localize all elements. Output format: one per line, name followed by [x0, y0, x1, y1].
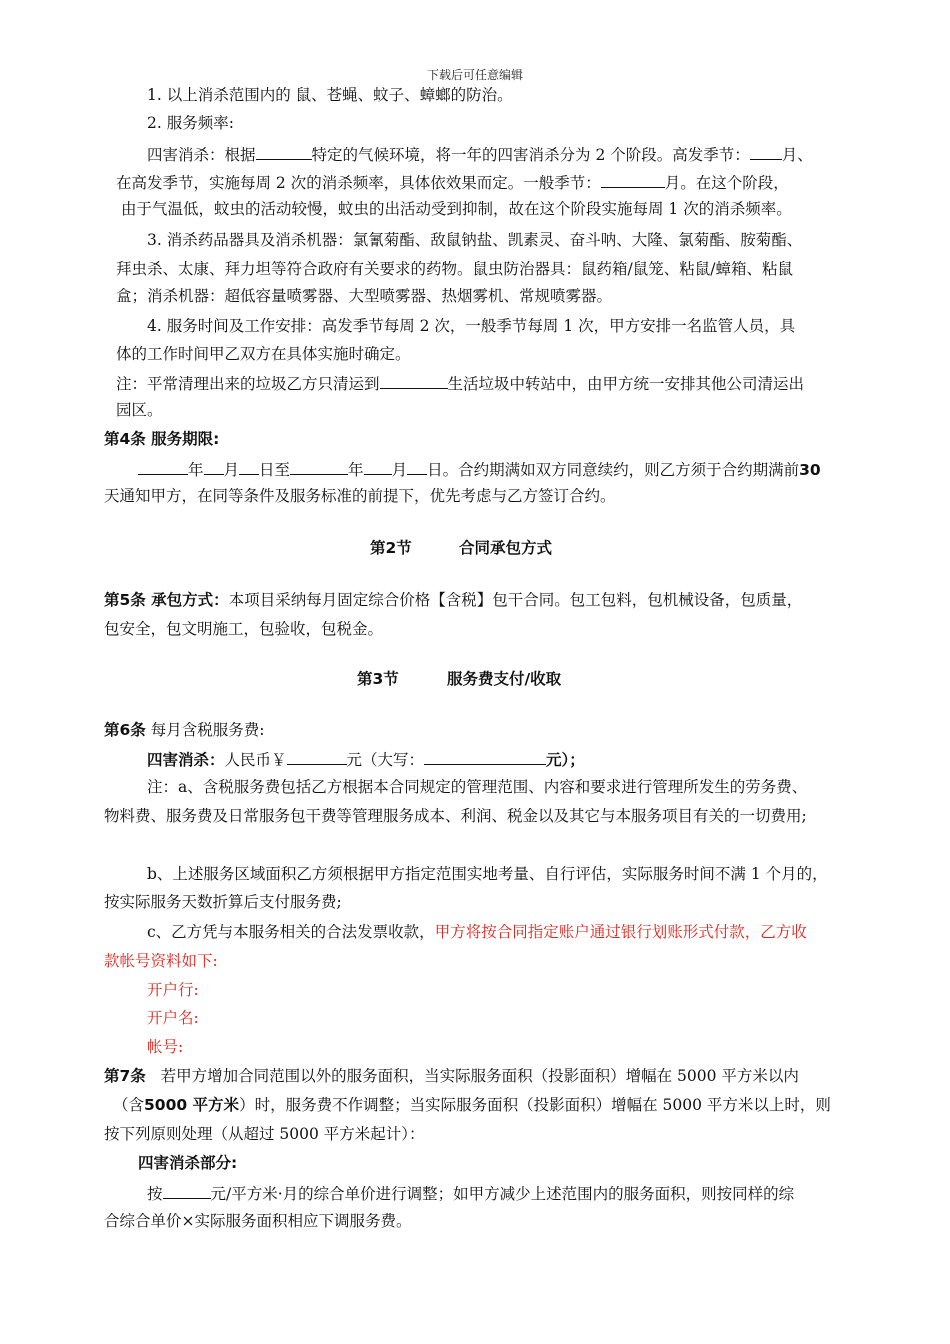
scope-item-2: 2. 服务频率: [147, 114, 234, 132]
note-b-line-1: b、上述服务区域面积乙方须根据甲方指定范围实地考量、自行评估，实际服务时间不满 1 个月的， [147, 865, 828, 883]
note-c-text: c、乙方凭与本服务相关的合法发票收款， [147, 923, 435, 941]
article-4-line-2: 天通知甲方，在同等条件及服务标准的前提下，优先考虑与乙方签订合约。 [104, 487, 616, 505]
article-4-renewal-text: 日。合约期满如双方同意续约，则乙方须于合约期满前 [427, 461, 800, 479]
note-c-line-1 [147, 922, 807, 942]
scope-item-1: 1. 以上消杀范围内的 鼠、苍蝇、蚊子、蟑螂的防治。 [147, 86, 513, 104]
section-3-number: 第3节 [357, 670, 399, 688]
article-7-text-4b: 元/平方米·月的综合单价进行调整；如甲方减少上述范围内的服务面积，则按同样的综 [210, 1185, 795, 1203]
fee-label: 四害消杀： [147, 751, 225, 769]
note-a-line-2: 物料费、服务费及日常服务包干费等管理服务成本、利润、税金以及其它与本服务项目有关的一切费用; [104, 807, 807, 825]
frequency-text-b: 特定的气候环境，将一年的四害消杀分为 2 个阶段。高发季节： [311, 146, 750, 164]
blank-start-day [239, 458, 259, 475]
schedule-line-2: 体的工作时间甲乙双方在具体实施时确定。 [116, 345, 411, 363]
account-name-label: 开户名: [147, 1009, 199, 1027]
note-b-line-2: 按实际服务天数折算后支付服务费; [104, 893, 342, 911]
garbage-note-line-1 [116, 372, 804, 394]
frequency-line-2 [116, 171, 789, 193]
section-3-title: 服务费支付/收取 [447, 670, 562, 688]
article-6-title-text: 每月含税服务费: [150, 721, 265, 739]
page-watermark: 下载后可任意编辑 [426, 68, 523, 82]
blank-normal-season-month [601, 171, 665, 188]
garbage-note-text-a: 注：平常清理出来的垃圾乙方只清运到 [116, 375, 380, 393]
article-6-title-line [104, 720, 264, 740]
article-6-fee-line [147, 748, 585, 770]
fee-currency: 人民币￥ [224, 751, 287, 769]
label-year: 年 [188, 461, 204, 479]
bank-name-label: 开户行: [147, 981, 199, 999]
article-6-title: 第6条 [104, 721, 146, 739]
article-7-text: 若甲方增加合同范围以外的服务面积，当实际服务面积（投影面积）增幅在 5000 平方米以内 [160, 1067, 799, 1085]
article-7-line-3: 按下列原则处理（从超过 5000 平方米起计）： [104, 1125, 425, 1143]
frequency-line-1 [147, 143, 813, 165]
chemicals-line-2: 拜虫杀、太康、拜力坦等符合政府有关要求的药物。鼠虫防治器具：鼠药箱/鼠笼、粘鼠/蟑箱、粘鼠 [116, 260, 793, 278]
note-a-line-1: 注：a、含税服务费包括乙方根据本合同规定的管理范围、内容和要求进行管理所发生的劳务费、 [147, 778, 808, 796]
article-4-title: 第4条 服务期限: [104, 430, 220, 448]
garbage-note-text-b: 生活垃圾中转站中，由甲方统一安排其他公司清运出 [447, 375, 805, 393]
article-7-line-1 [104, 1066, 799, 1086]
label-day-to: 日至 [259, 461, 291, 479]
account-number-label: 帐号: [147, 1038, 184, 1056]
blank-fee-amount [287, 748, 347, 765]
blank-high-season-month [750, 143, 782, 160]
label-month: 月 [223, 461, 240, 479]
article-7-line-4 [147, 1182, 794, 1204]
blank-end-day [407, 458, 427, 475]
article-5-line-2: 包安全，包文明施工，包验收，包税金。 [104, 620, 384, 638]
blank-end-month [364, 458, 392, 475]
frequency-text-d: 在高发季节，实施每周 2 次的消杀频率，具体依效果而定。一般季节： [116, 174, 601, 192]
schedule-line-1: 4. 服务时间及工作安排：高发季节每周 2 次，一般季节每周 1 次，甲方安排一名监管人员，具 [147, 317, 796, 335]
article-5-title: 第5条 承包方式： [104, 591, 229, 609]
fee-end: 元）； [546, 751, 585, 769]
article-7-text-2c: ）时，服务费不作调整；当实际服务面积（投影面积）增幅在 5000 平方米以上时，则 [239, 1096, 831, 1114]
fee-capital-label: 元（大写： [346, 751, 425, 769]
blank-start-year [138, 458, 188, 475]
blank-end-year [290, 458, 348, 475]
article-7-title: 第7条 [104, 1067, 146, 1085]
label-month-2: 月 [391, 461, 408, 479]
section-2-title: 合同承包方式 [459, 539, 553, 557]
note-c-highlight: 甲方将按合同指定账户通过银行划账形式付款，乙方收 [434, 923, 807, 941]
article-7-text-2a: （含 [113, 1096, 145, 1114]
article-7-line-2 [113, 1095, 831, 1115]
frequency-text-e: 月。在这个阶段， [664, 174, 789, 192]
frequency-text-c: 月、 [781, 146, 813, 164]
label-year-2: 年 [348, 461, 364, 479]
blank-fee-capital [424, 748, 546, 765]
article-5-text: 本项目采纳每月固定综合价格【含税】包干合同。包工包料，包机械设备，包质量， [228, 591, 803, 609]
frequency-line-3: 由于气温低，蚊虫的活动较慢，蚊虫的出活动受到抑制，故在这个阶段实施每周 1 次的消杀频率。 [121, 200, 792, 218]
article-7-text-2b: 5000 平方米 [144, 1096, 240, 1114]
note-c-line-2: 款帐号资料如下: [104, 952, 218, 970]
frequency-text-a: 四害消杀：根据 [147, 146, 256, 164]
pest-control-subtitle: 四害消杀部分: [138, 1154, 238, 1172]
article-7-line-5: 合综合单价×实际服务面积相应下调服务费。 [104, 1212, 412, 1230]
blank-climate [256, 143, 312, 160]
article-4-line-1 [138, 458, 821, 480]
article-5-line-1 [104, 590, 802, 610]
section-2-number: 第2节 [370, 539, 412, 557]
chemicals-line-1: 3. 消杀药品器具及消杀机器：氯氰菊酯、敌鼠钠盐、凯素灵、奋斗呐、大隆、氯菊酯、胺菊酯、 [147, 231, 803, 249]
chemicals-line-3: 盒；消杀机器：超低容量喷雾器、大型喷雾器、热烟雾机、常规喷雾器。 [116, 287, 613, 305]
article-7-text-4a: 按 [147, 1185, 163, 1203]
blank-transfer-station [380, 372, 448, 389]
garbage-note-line-2: 园区。 [116, 401, 163, 419]
article-4-days: 30 [799, 461, 821, 479]
blank-unit-price [163, 1182, 211, 1199]
blank-start-month [204, 458, 224, 475]
